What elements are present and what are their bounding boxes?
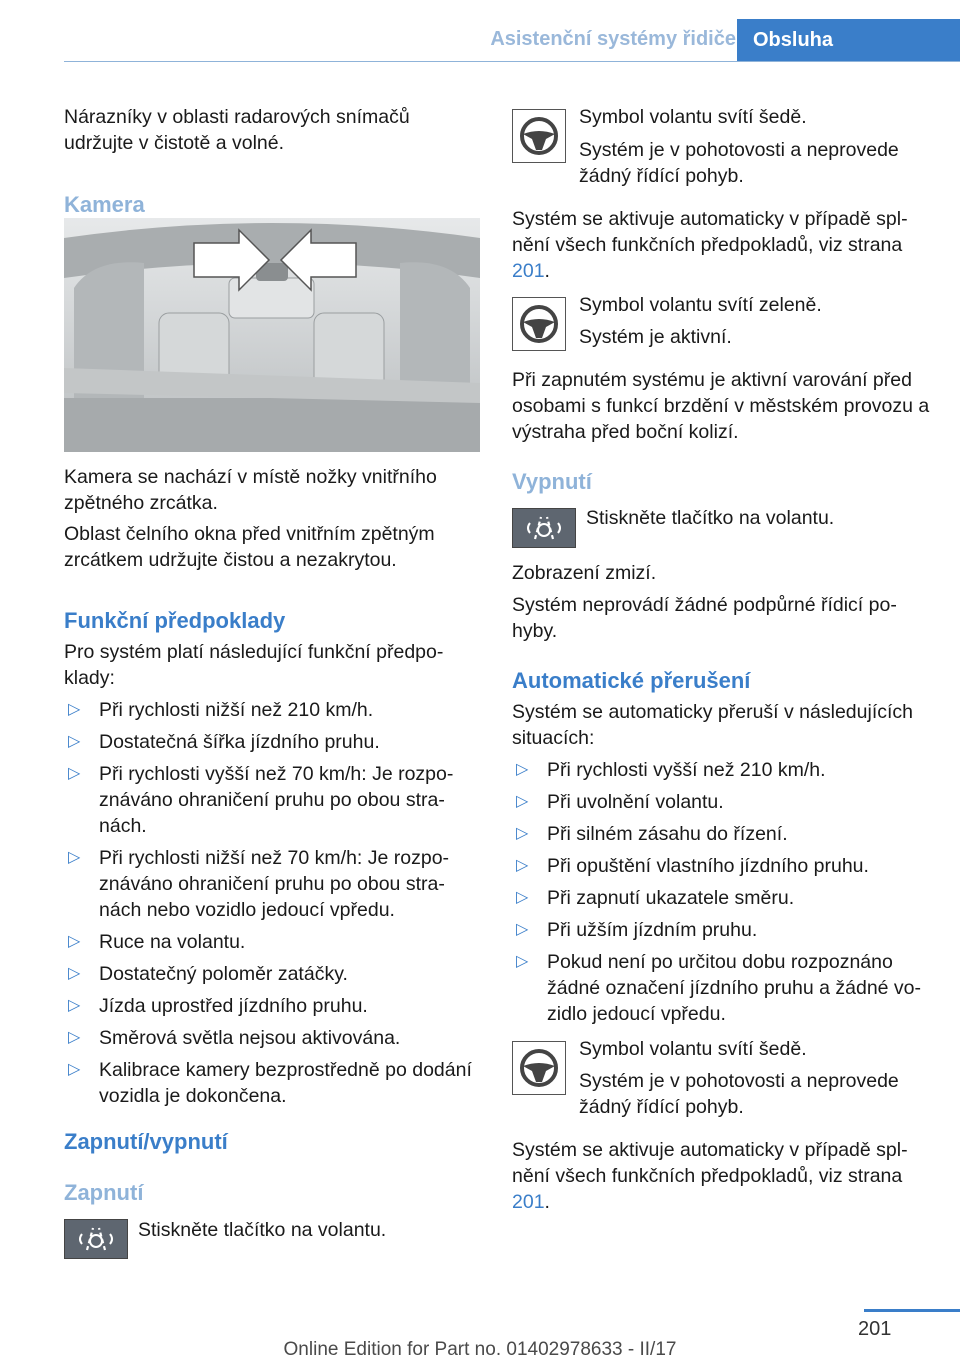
triangle-bullet-icon: ▷ xyxy=(516,953,529,970)
funkcni-list xyxy=(64,697,484,1109)
auto-preruseni-intro: Systém se automaticky přeruší v následujících situacích: xyxy=(512,701,913,749)
green-symbol-line2: Systém je aktivní. xyxy=(579,326,732,348)
triangle-bullet-icon: ▷ xyxy=(68,933,81,950)
kamera-location-text: Kamera se nachází v místě nožky vnitřního zpětného zrcátka. xyxy=(64,466,437,514)
list-item: ▷ Dostatečná šířka jízdního pruhu. xyxy=(68,731,380,753)
active-warnings-text: Při zapnutém systému je aktivní varování před osobami s funkcí brzdění v městském provozu a výstraha před boční kolizí. xyxy=(512,369,930,443)
gray-symbol-line2: Systém je v pohotovosti a neprovede žádný řídící pohyb. xyxy=(579,139,899,187)
list-item: ▷ Při rychlosti nižší než 210 km/h. xyxy=(68,699,374,721)
zobrazeni-text: Zobrazení zmizí. xyxy=(512,562,657,584)
page-link[interactable]: 201 xyxy=(512,1191,545,1213)
kamera-clean-text: Oblast čelního okna před vnitřním zpětným zrcátkem udržujte čistou a nezakrytou. xyxy=(64,523,435,571)
triangle-bullet-icon: ▷ xyxy=(68,1029,81,1046)
triangle-bullet-icon: ▷ xyxy=(516,761,529,778)
auto-activate-text: Systém se aktivuje automaticky v případě splnění všech funkčních předpokladů, viz strana 201. xyxy=(512,1139,908,1213)
neprovadi-text: Systém neprovádí žádné podpůrné řídicí pohyby. xyxy=(512,594,897,642)
running-header-tab: Obsluha xyxy=(737,19,960,62)
steering-wheel-gray-icon xyxy=(512,1041,566,1095)
gray-symbol-line2: Systém je v pohotovosti a neprovede žádný řídící pohyb. xyxy=(579,1070,899,1118)
triangle-bullet-icon: ▷ xyxy=(516,793,529,810)
zapnuti-heading: Zapnutí xyxy=(64,1180,144,1205)
list-item: ▷ Směrová světla nejsou aktivována. xyxy=(68,1027,401,1049)
triangle-bullet-icon: ▷ xyxy=(68,965,81,982)
header-rule xyxy=(64,61,960,62)
kamera-heading: Kamera xyxy=(64,192,145,217)
funkcni-predpoklady-heading: Funkční předpoklady xyxy=(64,608,286,633)
list-item: ▷ Při rychlosti nižší než 70 km/h: Je rozpoznáváno ohraničení pruhu po obou stranách nebo vozidlo jedoucí vpředu. xyxy=(68,847,450,921)
zapnuti-text: Stiskněte tlačítko na volantu. xyxy=(138,1219,387,1241)
intro-paragraph: Nárazníky v oblasti radarových snímačů udržujte v čistotě a volné. xyxy=(64,106,410,154)
list-item: ▷ Při zapnutí ukazatele směru. xyxy=(516,887,795,909)
triangle-bullet-icon: ▷ xyxy=(68,733,81,750)
list-item: ▷ Při rychlosti vyšší než 210 km/h. xyxy=(516,759,826,781)
list-item: ▷ Kalibrace kamery bezprostředně po dodání vozidla je dokončena. xyxy=(68,1059,472,1107)
list-item: ▷ Dostatečný poloměr zatáčky. xyxy=(68,963,348,985)
triangle-bullet-icon: ▷ xyxy=(516,857,529,874)
funkcni-intro: Pro systém platí následující funkční předpoklady: xyxy=(64,641,444,689)
vypnuti-heading: Vypnutí xyxy=(512,469,592,494)
lane-assist-button-icon xyxy=(64,1219,128,1259)
list-item: ▷ Při rychlosti vyšší než 70 km/h: Je rozpoznáváno ohraničení pruhu po obou stranách. xyxy=(68,763,454,837)
list-item: ▷ Pokud není po určitou dobu rozpoznáno žádné označení jízdního pruhu a žádné vozidlo jedoucí vpředu. xyxy=(516,951,922,1025)
list-item: ▷ Jízda uprostřed jízdního pruhu. xyxy=(68,995,368,1017)
triangle-bullet-icon: ▷ xyxy=(68,1061,81,1078)
gray-symbol-line1: Symbol volantu svítí šedě. xyxy=(579,1038,807,1060)
page-number: 201 xyxy=(858,1318,892,1340)
steering-wheel-gray-icon xyxy=(512,109,566,163)
triangle-bullet-icon: ▷ xyxy=(68,997,81,1014)
footer-rule xyxy=(864,1309,960,1312)
list-item: ▷ Při užším jízdním pruhu. xyxy=(516,919,758,941)
page-link[interactable]: 201 xyxy=(512,260,545,282)
list-item: ▷ Při uvolnění volantu. xyxy=(516,791,724,813)
camera-photo xyxy=(64,218,480,452)
zapnuti-vypnuti-heading: Zapnutí/vypnutí xyxy=(64,1129,228,1154)
green-symbol-line1: Symbol volantu svítí zeleně. xyxy=(579,294,822,316)
triangle-bullet-icon: ▷ xyxy=(68,701,81,718)
triangle-bullet-icon: ▷ xyxy=(68,765,81,782)
triangle-bullet-icon: ▷ xyxy=(516,921,529,938)
lane-assist-button-icon xyxy=(512,508,576,548)
gray-symbol-line1: Symbol volantu svítí šedě. xyxy=(579,106,807,128)
vypnuti-text: Stiskněte tlačítko na volantu. xyxy=(586,507,835,529)
auto-activate-text: Systém se aktivuje automaticky v případě splnění všech funkčních předpokladů, viz strana 201. xyxy=(512,208,908,282)
car-interior-illustration xyxy=(64,218,480,452)
triangle-bullet-icon: ▷ xyxy=(516,825,529,842)
list-item: ▷ Při opuštění vlastního jízdního pruhu. xyxy=(516,855,869,877)
triangle-bullet-icon: ▷ xyxy=(68,849,81,866)
running-header-section: Asistenční systémy řidiče xyxy=(490,28,736,50)
triangle-bullet-icon: ▷ xyxy=(516,889,529,906)
steering-wheel-green-icon xyxy=(512,297,566,351)
edition-note: Online Edition for Part no. 01402978633 - II/17 xyxy=(283,1339,677,1360)
automaticke-preruseni-heading: Automatické přerušení xyxy=(512,668,751,693)
list-item: ▷ Při silném zásahu do řízení. xyxy=(516,823,788,845)
preruseni-list xyxy=(512,757,932,1027)
list-item: ▷ Ruce na volantu. xyxy=(68,931,246,953)
